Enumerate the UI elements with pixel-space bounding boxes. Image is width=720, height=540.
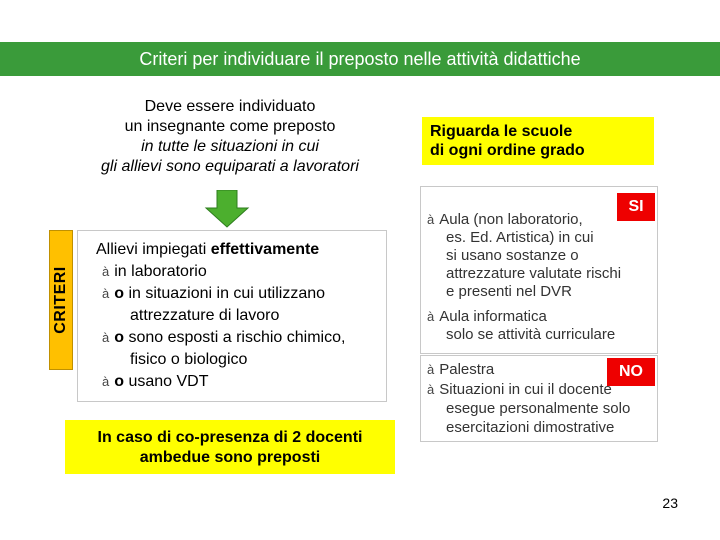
item-text: Aula (non laboratorio, <box>439 211 583 228</box>
si-badge: SI <box>617 193 655 221</box>
heading-emphasis: effettivamente <box>210 241 320 258</box>
item-text: Situazioni in cui il docente <box>439 381 612 398</box>
list-item-continuation: solo se attività curriculare <box>446 326 616 343</box>
item-text: usano VDT <box>124 373 209 390</box>
list-item <box>427 381 612 399</box>
callout-line: Riguarda le scuole <box>430 123 573 140</box>
item-text: Palestra <box>439 361 495 378</box>
criteria-heading <box>96 239 386 261</box>
item-text: in laboratorio <box>114 263 207 280</box>
down-arrow-icon <box>204 190 250 228</box>
arrow-bullet-icon: à <box>102 264 110 279</box>
item-text: sono esposti a rischio chimico, <box>124 329 346 346</box>
arrow-bullet-icon: à <box>102 374 110 389</box>
item-conjunction: o <box>114 285 125 302</box>
list-item-continuation: es. Ed. Artistica) in cui <box>446 229 594 246</box>
item-text: in situazioni in cui utilizzano <box>124 285 326 302</box>
list-item <box>427 308 547 326</box>
list-item <box>96 261 386 283</box>
heading-text: Allievi impiegati <box>96 241 211 258</box>
list-item <box>96 371 386 393</box>
arrow-bullet-icon: à <box>427 309 435 324</box>
palestra-no-box <box>420 355 658 442</box>
list-item-continuation: esercitazioni dimostrative <box>446 419 615 436</box>
criteri-side-label <box>49 230 73 370</box>
intro-line: Deve essere individuato <box>144 98 316 115</box>
intro-line: in tutte le situazioni in cui <box>141 138 319 155</box>
list-item <box>427 361 494 379</box>
arrow-bullet-icon: à <box>427 212 435 227</box>
intro-text <box>40 97 420 177</box>
list-item-continuation: fisico o biologico <box>130 351 248 368</box>
list-item-continuation: attrezzature valutate rischi <box>446 265 622 282</box>
school-order-callout <box>422 117 654 165</box>
list-item-continuation: e presenti nel DVR <box>446 283 572 300</box>
page-title: Criteri per individuare il preposto nelle attività didattiche <box>0 42 720 76</box>
list-item-continuation: esegue personalmente solo <box>446 400 631 417</box>
no-badge: NO <box>607 358 655 386</box>
list-item <box>96 327 386 349</box>
intro-line: un insegnante come preposto <box>124 118 336 135</box>
item-conjunction: o <box>114 329 125 346</box>
page-number: 23 <box>662 495 678 511</box>
list-item <box>96 283 386 305</box>
item-text: Aula informatica <box>439 308 547 325</box>
arrow-bullet-icon: à <box>102 330 110 345</box>
arrow-bullet-icon: à <box>102 286 110 301</box>
list-item <box>427 211 583 229</box>
allievi-criteria-box <box>77 230 387 402</box>
callout-line: di ogni ordine grado <box>430 142 585 159</box>
list-item-continuation: attrezzature di lavoro <box>130 307 280 324</box>
copresence-callout <box>65 420 395 474</box>
callout-line: ambedue sono preposti <box>139 449 321 466</box>
item-conjunction: o <box>114 373 125 390</box>
criteri-label-text: CRITERI <box>52 266 69 334</box>
intro-line: gli allievi sono equiparati a lavoratori <box>101 158 359 175</box>
list-item-continuation: si usano sostanze o <box>446 247 579 264</box>
arrow-bullet-icon: à <box>427 362 435 377</box>
aula-yes-box <box>420 186 658 354</box>
arrow-bullet-icon: à <box>427 382 435 397</box>
callout-line: In caso di co-presenza di 2 docenti <box>97 429 363 446</box>
